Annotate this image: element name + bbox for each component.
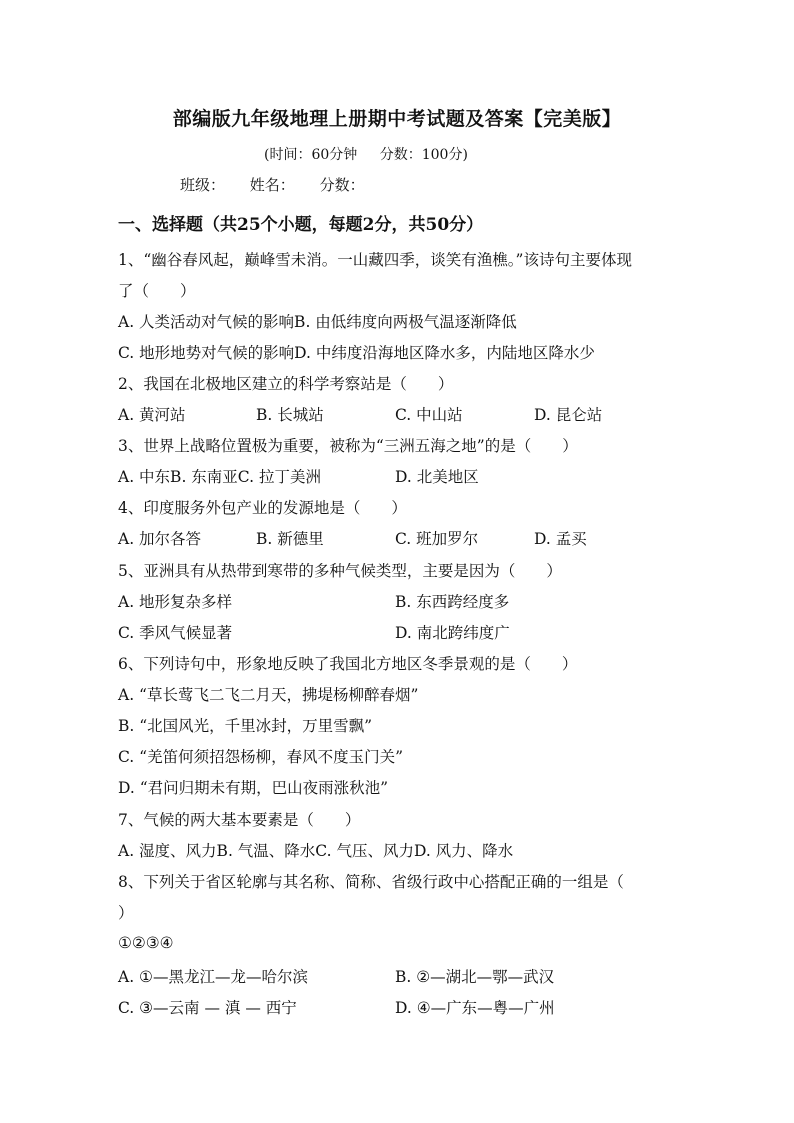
question-7: 7、气候的两大基本要素是（ ） [118, 811, 361, 829]
section-heading: 一、选择题（共25个小题，每题2分，共50分） [118, 215, 484, 235]
question-6: 6、下列诗句中，形象地反映了我国北方地区冬季景观的是（ ） [118, 655, 578, 673]
option-d: D. ④—广东—粤—广州 [395, 999, 555, 1017]
question-1-options-ab: A. 人类活动对气候的影响B. 由低纬度向两极气温逐渐降低 [118, 313, 517, 331]
question-6-option-b: B. “北国风光，千里冰封，万里雪飘” [118, 717, 373, 735]
option-d: D. 孟买 [534, 530, 587, 548]
option-b: B. ②—湖北—鄂—武汉 [395, 968, 555, 986]
question-1-options-cd: C. 地形地势对气候的影响D. 中纬度沿海地区降水多，内陆地区降水少 [118, 344, 595, 362]
question-5: 5、亚洲具有从热带到寒带的多种气候类型，主要是因为（ ） [118, 562, 562, 580]
question-6-option-a: A. “草长莺飞二飞二月天，拂堤杨柳醉春烟” [118, 686, 419, 704]
score-label: 分数： [319, 176, 365, 194]
question-8-figure-labels: ①②③④ [118, 934, 174, 952]
student-info [180, 174, 385, 195]
option-c: C. 班加罗尔 [395, 530, 479, 548]
question-6-option-c: C. “羌笛何须招怨杨柳，春风不度玉门关” [118, 748, 404, 766]
option-d: D. 昆仑站 [534, 406, 603, 424]
option-a: A. 地形复杂多样 [118, 593, 233, 611]
option-b: B. 东西跨经度多 [395, 593, 510, 611]
option-a: A. 加尔各答 [118, 530, 202, 548]
question-3: 3、世界上战略位置极为重要，被称为“三洲五海之地”的是（ ） [118, 437, 578, 455]
question-1: 1、“幽谷春风起，巅峰雪未消。一山藏四季，谈笑有渔樵。”该诗句主要体现 [118, 251, 632, 269]
option-a: A. 黄河站 [118, 406, 186, 424]
option-c: C. ③—云南 — 滇 — 西宁 [118, 999, 297, 1017]
exam-time: (时间：60分钟 [264, 147, 358, 163]
question-2: 2、我国在北极地区建立的科学考察站是（ ） [118, 375, 454, 393]
option-c: C. 季风气候显著 [118, 624, 233, 642]
exam-score-total: 分数：100分) [379, 147, 468, 163]
exam-meta [264, 144, 468, 164]
option-b: B. 新德里 [256, 530, 324, 548]
question-7-options: A. 湿度、风力B. 气温、降水C. 气压、风力D. 风力、降水 [118, 842, 514, 860]
name-label: 姓名： [249, 176, 295, 194]
question-6-option-d: D. “君问归期未有期，巴山夜雨涨秋池” [118, 779, 389, 797]
class-label: 班级： [180, 176, 226, 194]
option-b: B. 长城站 [256, 406, 324, 424]
question-8-cont: ） [118, 904, 134, 922]
option-d: D. 南北跨纬度广 [395, 624, 510, 642]
question-1-cont: 了（ ） [118, 282, 196, 300]
option-d: D. 北美地区 [395, 468, 479, 486]
option-abc: A. 中东B. 东南亚C. 拉丁美洲 [118, 468, 321, 486]
option-a: A. ①—黑龙江—龙—哈尔滨 [118, 968, 308, 986]
option-c: C. 中山站 [395, 406, 463, 424]
question-8: 8、下列关于省区轮廓与其名称、简称、省级行政中心搭配正确的一组是（ [118, 873, 624, 891]
page-title: 部编版九年级地理上册期中考试题及答案【完美版】 [172, 108, 622, 130]
question-4: 4、印度服务外包产业的发源地是（ ） [118, 499, 407, 517]
